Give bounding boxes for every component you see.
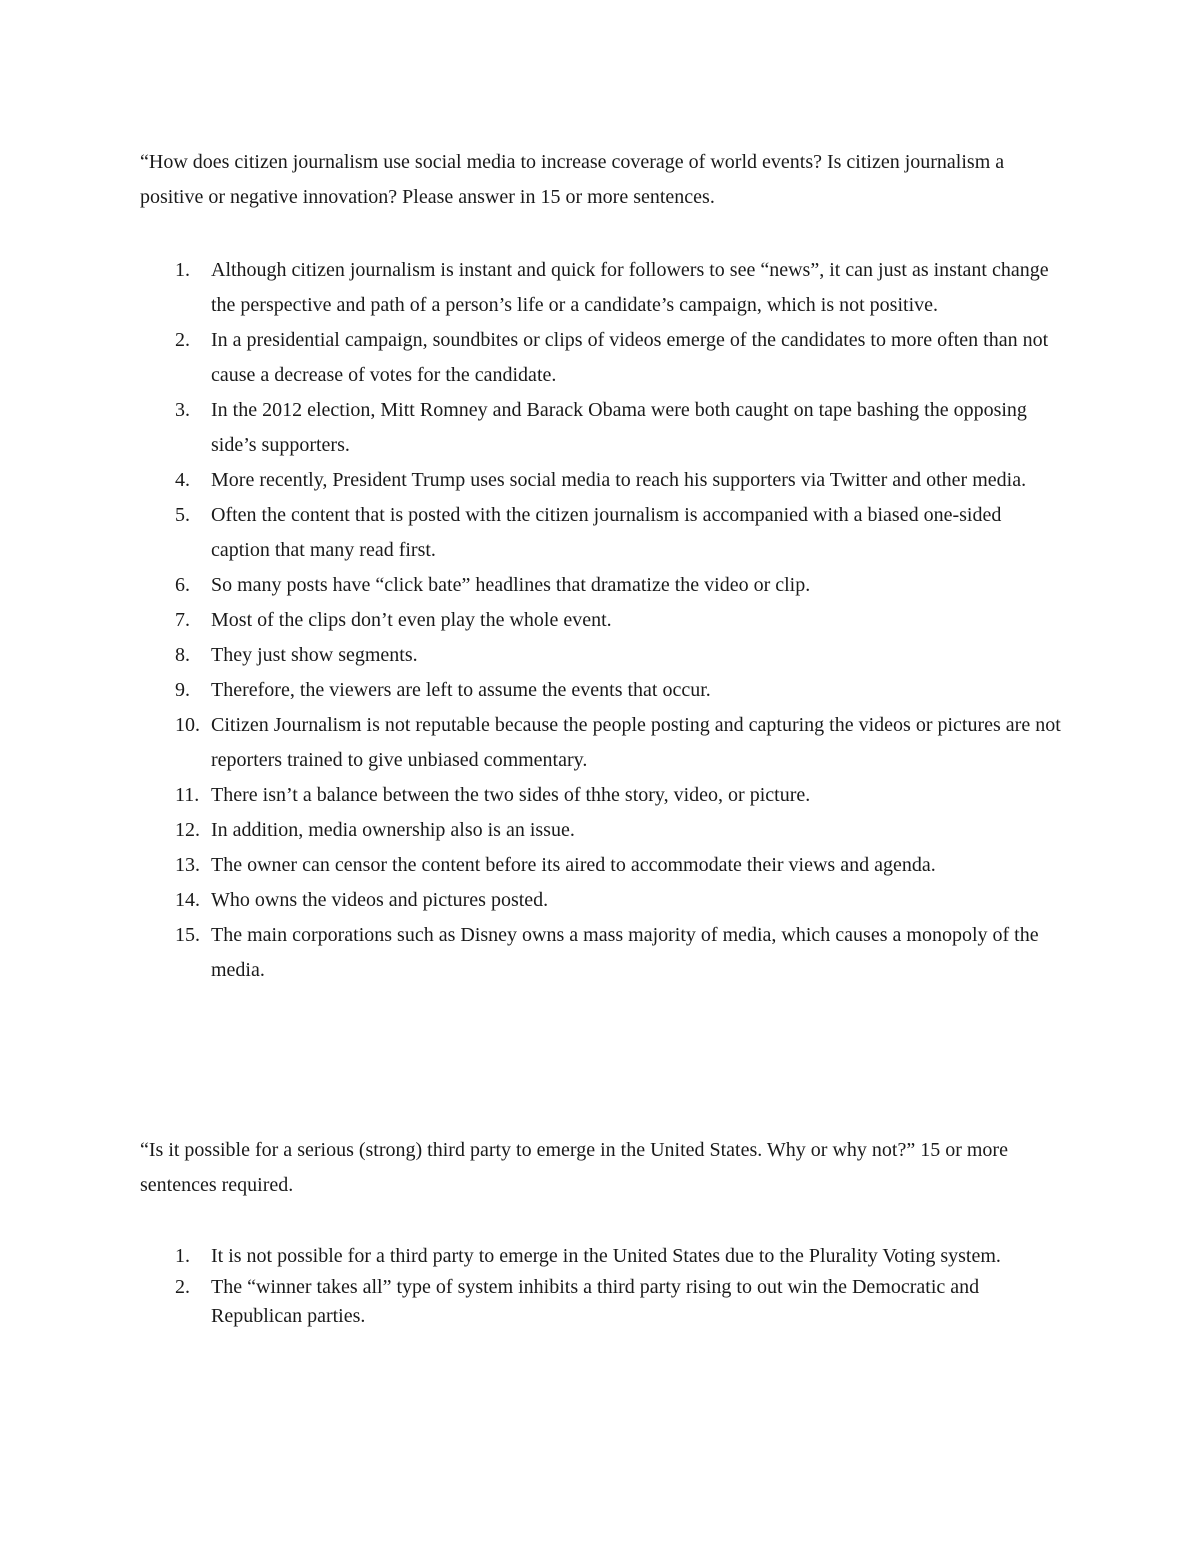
item-number: 13.	[175, 854, 200, 876]
item-text: Citizen Journalism is not reputable because the people posting and capturing the videos or pictures are not reporters trained to give unbiased commentary.	[211, 714, 1061, 771]
item-text: More recently, President Trump uses social media to reach his supporters via Twitter and other media.	[211, 469, 1027, 491]
list-item	[175, 253, 1065, 323]
list-item	[175, 638, 1065, 673]
list-item	[175, 323, 1065, 393]
item-number: 1.	[175, 259, 190, 281]
item-text: Although citizen journalism is instant and quick for followers to see “news”, it can just as instant change the perspective and path of a person’s life or a candidate’s campaign, which is not positive.	[211, 259, 1049, 316]
item-text: In a presidential campaign, soundbites or clips of videos emerge of the candidates to more often than not cause a decrease of votes for the candidate.	[211, 329, 1049, 386]
list-item	[175, 1242, 1065, 1271]
list-item	[175, 918, 1065, 988]
list-item	[175, 603, 1065, 638]
item-text: There isn’t a balance between the two sides of thhe story, video, or picture.	[211, 784, 811, 806]
item-text: Who owns the videos and pictures posted.	[211, 889, 549, 911]
item-number: 14.	[175, 889, 200, 911]
answer-list-1	[175, 253, 1065, 988]
list-item	[175, 393, 1065, 463]
item-number: 9.	[175, 679, 190, 701]
item-number: 3.	[175, 399, 190, 421]
list-item	[175, 568, 1065, 603]
item-number: 6.	[175, 574, 190, 596]
item-text: The owner can censor the content before its aired to accommodate their views and agenda.	[211, 854, 936, 876]
item-text: In the 2012 election, Mitt Romney and Barack Obama were both caught on tape bashing the opposing side’s supporters.	[211, 399, 1027, 456]
item-number: 2.	[175, 1276, 190, 1298]
item-text: Therefore, the viewers are left to assume the events that occur.	[211, 679, 711, 701]
item-number: 5.	[175, 504, 190, 526]
item-text: They just show segments.	[211, 644, 418, 666]
item-number: 12.	[175, 819, 200, 841]
item-text: So many posts have “click bate” headlines that dramatize the video or clip.	[211, 574, 811, 596]
item-number: 10.	[175, 714, 200, 736]
item-text: Most of the clips don’t even play the whole event.	[211, 609, 612, 631]
item-number: 15.	[175, 924, 200, 946]
list-item	[175, 778, 1065, 813]
item-text: The “winner takes all” type of system inhibits a third party rising to out win the Democratic and Republican parties.	[211, 1276, 980, 1327]
item-number: 11.	[175, 784, 200, 806]
list-item	[175, 708, 1065, 778]
item-text: In addition, media ownership also is an issue.	[211, 819, 575, 841]
list-item	[175, 463, 1065, 498]
list-item	[175, 1273, 1065, 1331]
list-item	[175, 673, 1065, 708]
question-2: “Is it possible for a serious (strong) third party to emerge in the United States. Why or why not?” 15 or more sentences required.	[140, 1139, 1008, 1196]
item-text: Often the content that is posted with the citizen journalism is accompanied with a biased one-sided caption that many read first.	[211, 504, 1002, 561]
item-text: The main corporations such as Disney owns a mass majority of media, which causes a monopoly of the media.	[211, 924, 1039, 981]
list-item	[175, 883, 1065, 918]
list-item	[175, 813, 1065, 848]
list-item	[175, 498, 1065, 568]
item-text: It is not possible for a third party to emerge in the United States due to the Plurality Voting system.	[211, 1245, 1001, 1267]
list-item	[175, 848, 1065, 883]
answer-list-2	[175, 1242, 1065, 1333]
item-number: 7.	[175, 609, 190, 631]
item-number: 8.	[175, 644, 190, 666]
item-number: 4.	[175, 469, 190, 491]
item-number: 1.	[175, 1245, 190, 1267]
item-number: 2.	[175, 329, 190, 351]
question-1: “How does citizen journalism use social media to increase coverage of world events? Is citizen journalism a positive or negative innovation? Please answer in 15 or more sentences.	[140, 151, 1005, 208]
